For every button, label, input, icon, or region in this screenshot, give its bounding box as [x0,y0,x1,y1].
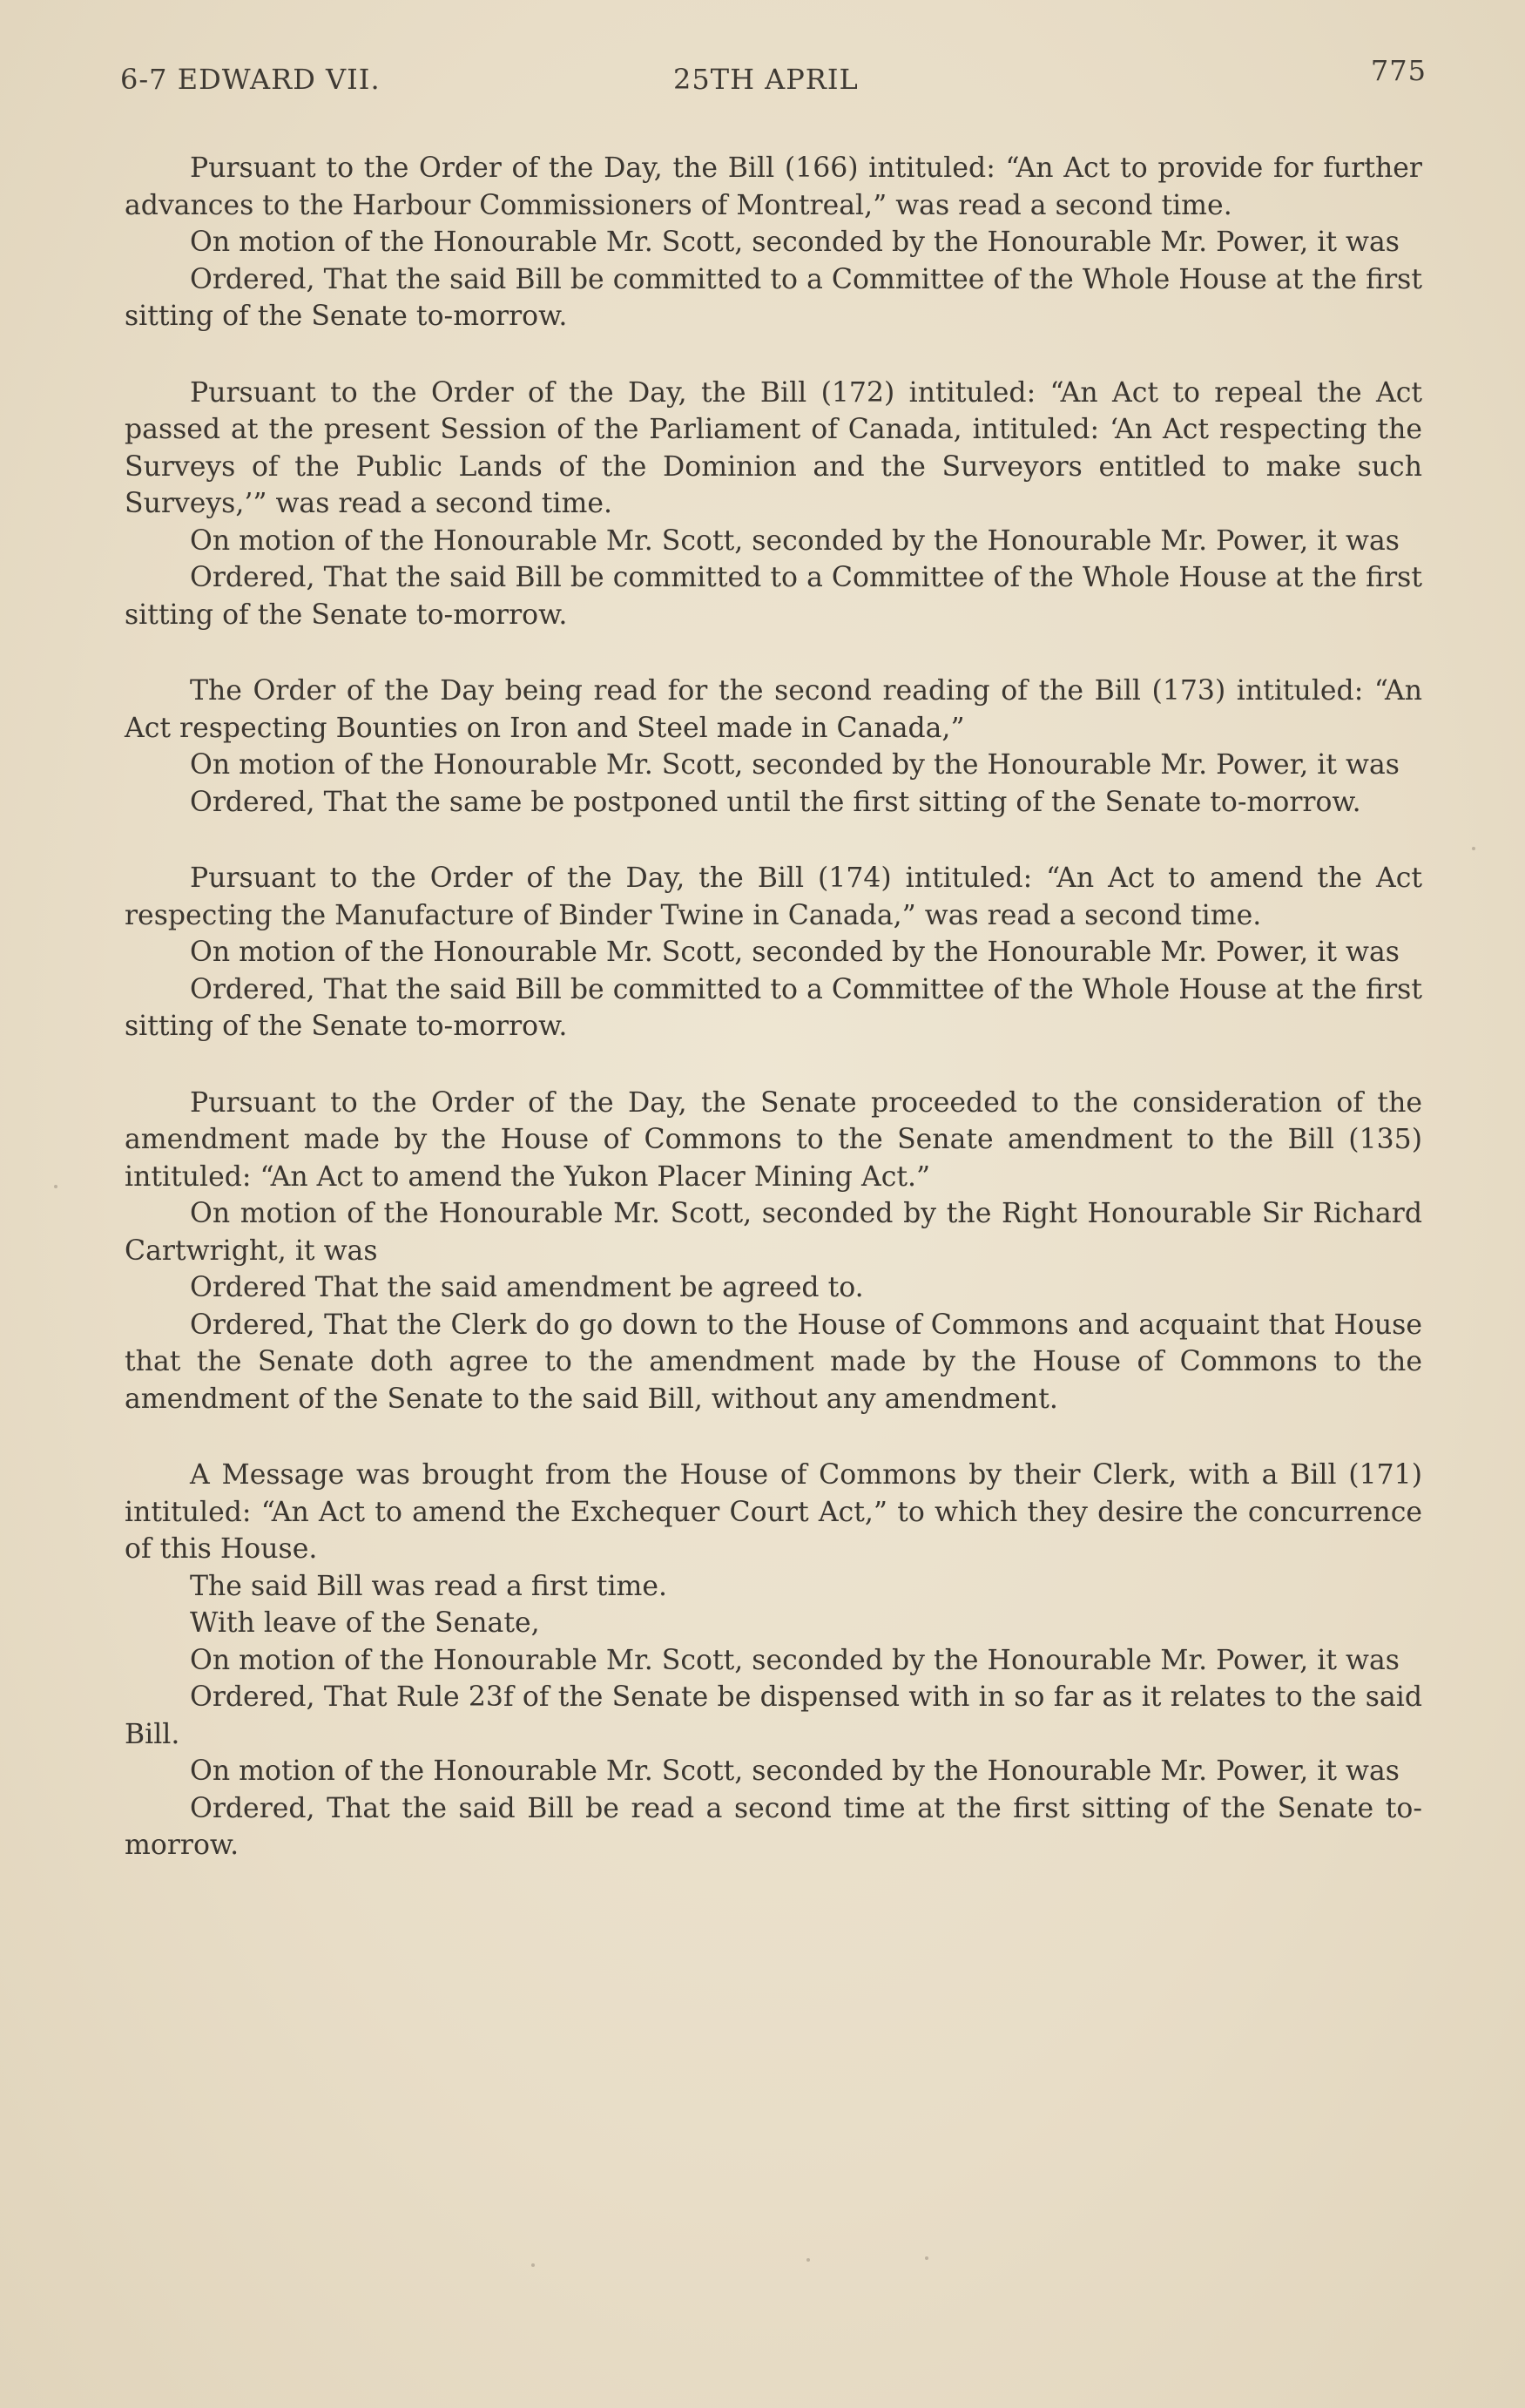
paper-speck [54,1185,57,1188]
page-header [120,54,1427,106]
journal-entry [125,673,1422,821]
journal-entry [125,1457,1422,1864]
entry-paragraph: Pursuant to the Order of the Day, the Bill (166) intituled: “An Act to provide for further advances to the Harbour Commissioners of Montreal,” was read a second time. [125,152,1422,221]
entry-paragraph: A Message was brought from the House of Commons by their Clerk, with a Bill (171) intituled: “An Act to amend the Exchequer Court Act,” to which they desire the concurrence of this House. [125,1459,1422,1565]
header-date: 25TH APRIL [673,63,859,96]
header-session: 6-7 EDWARD VII. [120,63,381,96]
entry-paragraph: On motion of the Honourable Mr. Scott, seconded by the Honourable Mr. Power, it was [190,1755,1400,1787]
entry-paragraph: Pursuant to the Order of the Day, the Bill (174) intituled: “An Act to amend the Act respecting the Manufacture of Binder Twine in Canada,” was read a second time. [125,862,1422,931]
journal-entry [125,150,1422,335]
journal-entry [125,1085,1422,1418]
entry-paragraph: Ordered, That Rule 23f of the Senate be dispensed with in so far as it relates to the said Bill. [125,1681,1422,1750]
entry-paragraph: On motion of the Honourable Mr. Scott, seconded by the Honourable Mr. Power, it was [190,227,1400,258]
entry-paragraph: Pursuant to the Order of the Day, the Bill (172) intituled: “An Act to repeal the Act passed at the present Session of the Parliament of Canada, intituled: ‘An Act respecting the Surveys of the Public Lands of the Dominion and the Surveyors entitled to make such Surveys,’” was read a second time. [125,376,1422,519]
entry-paragraph: On motion of the Honourable Mr. Scott, seconded by the Honourable Mr. Power, it was [190,1644,1400,1676]
entry-paragraph: Ordered, That the said Bill be read a second time at the first sitting of the Senate to-morrow. [125,1792,1422,1861]
entry-paragraph: On motion of the Honourable Mr. Scott, seconded by the Honourable Mr. Power, it was [190,937,1400,968]
page-number: 775 [1370,54,1427,87]
entry-paragraph: On motion of the Honourable Mr. Scott, seconded by the Honourable Mr. Power, it was [190,524,1400,557]
entry-paragraph: Ordered, That the said Bill be committed to a Committee of the Whole House at the first sitting of the Senate to-morrow. [125,562,1422,631]
paper-speck [531,2263,535,2267]
entry-paragraph: On motion of the Honourable Mr. Scott, seconded by the Right Honourable Sir Richard Cartwright, it was [125,1198,1422,1267]
paper-speck [925,2256,928,2260]
entry-paragraph: The said Bill was read a first time. [190,1570,668,1602]
entry-paragraph: Ordered That the said amendment be agreed to. [190,1272,864,1303]
entry-paragraph: Ordered, That the Clerk do go down to the House of Commons and acquaint that House that the Senate doth agree to the amendment made by the House of Commons to the amendment of the Senate to the said Bill, without any amendment. [125,1309,1422,1415]
journal-entry [125,375,1422,634]
entry-paragraph: Pursuant to the Order of the Day, the Senate proceeded to the consideration of the amendment made by the House of Commons to the Senate amendment to the Bill (135) intituled: “An Act to amend the Yukon Placer Mining Act.” [125,1086,1422,1193]
journal-entry [125,860,1422,1045]
paper-speck [1472,847,1475,850]
paper-speck [806,2258,810,2262]
entry-paragraph: The Order of the Day being read for the second reading of the Bill (173) intituled: “An Act respecting Bounties on Iron and Steel made in Canada,” [125,675,1422,744]
entry-paragraph: Ordered, That the same be postponed until the first sitting of the Senate to-morrow. [190,786,1361,818]
entry-paragraph: Ordered, That the said Bill be committed to a Committee of the Whole House at the first sitting of the Senate to-morrow. [125,263,1422,332]
entry-paragraph: On motion of the Honourable Mr. Scott, seconded by the Honourable Mr. Power, it was [190,749,1400,781]
journal-body [125,150,1422,1904]
entry-paragraph: Ordered, That the said Bill be committed to a Committee of the Whole House at the first sitting of the Senate to-morrow. [125,973,1422,1042]
entry-paragraph: With leave of the Senate, [190,1607,540,1639]
